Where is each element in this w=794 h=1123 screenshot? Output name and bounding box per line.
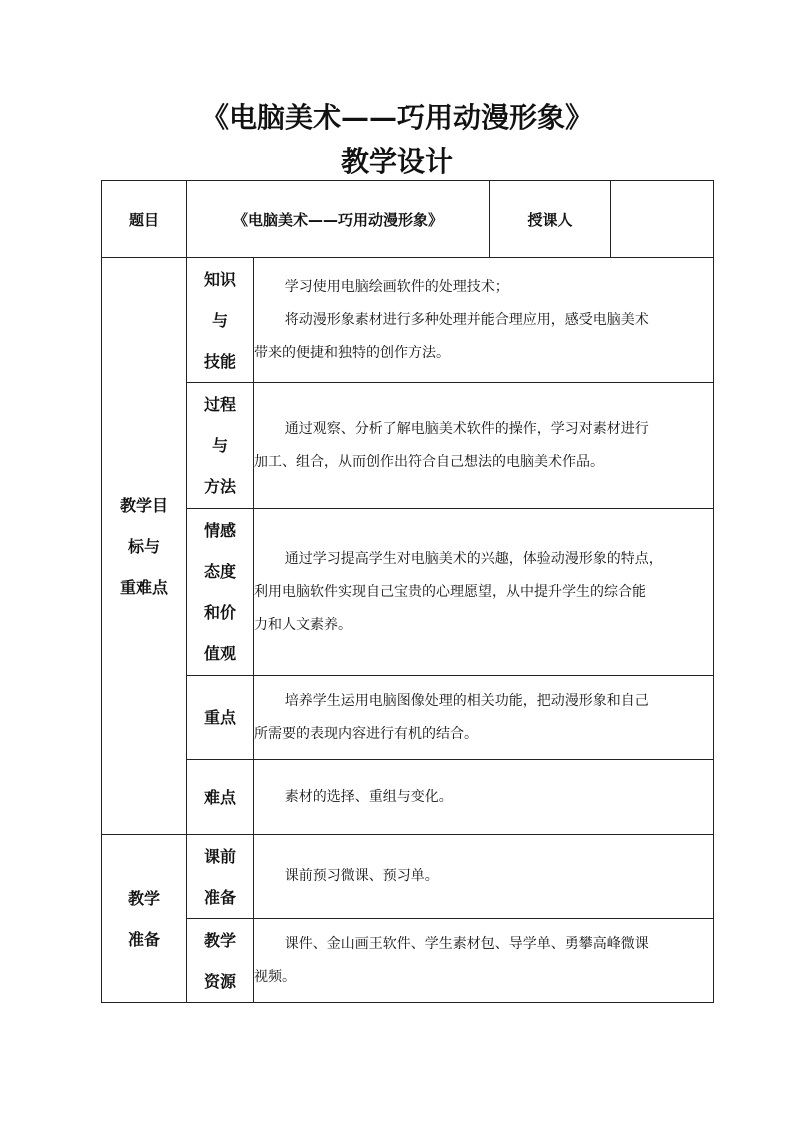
topic-value: 《电脑美术——巧用动漫形象》 (187, 181, 490, 258)
pre-class-label-line: 准备 (203, 887, 236, 907)
objective-row-knowledge (102, 258, 714, 383)
resources-content (254, 919, 714, 1003)
difficulty-label: 难点 (187, 760, 254, 835)
objectives-group-label (102, 258, 187, 835)
document-title: 《电脑美术——巧用动漫形象》 (200, 101, 593, 134)
pre-class-label (187, 835, 254, 919)
objectives-group-label-line: 教学目 (119, 495, 168, 515)
knowledge-label (187, 258, 254, 383)
difficulty-paragraph: 素材的选择、重组与变化。 (284, 788, 453, 805)
objectives-group-label-line: 重难点 (119, 577, 168, 597)
process-label-line: 方法 (203, 477, 236, 496)
attitude-label-line: 值观 (203, 644, 236, 663)
knowledge-label-line: 技能 (203, 351, 236, 371)
knowledge-content (254, 258, 714, 383)
attitude-paragraph: 利用电脑软件实现自己宝贵的心理愿望，从中提升学生的综合能 (254, 583, 646, 600)
teacher-label: 授课人 (490, 181, 611, 258)
knowledge-paragraph: 带来的便捷和独特的创作方法。 (254, 344, 450, 361)
knowledge-label-line: 与 (211, 310, 228, 330)
process-paragraph: 通过观察、分析了解电脑美术软件的操作，学习对素材进行 (284, 420, 649, 437)
resources-paragraph: 视频。 (254, 968, 296, 985)
objective-row-attitude (102, 509, 714, 676)
key-point-label: 重点 (187, 676, 254, 760)
objective-row-key-point (102, 676, 714, 760)
resources-label (187, 919, 254, 1003)
key-point-paragraph: 所需要的表现内容进行有机的结合。 (254, 725, 478, 742)
resources-label-line: 教学 (203, 930, 236, 950)
preparation-row-resources (102, 919, 714, 1003)
knowledge-paragraph: 学习使用电脑绘画软件的处理技术； (284, 278, 509, 295)
resources-label-line: 资源 (203, 971, 236, 991)
key-point-content (254, 676, 714, 760)
process-label-line: 过程 (203, 395, 236, 414)
lesson-plan-table (101, 180, 714, 1003)
attitude-content (254, 509, 714, 676)
topic-label: 题目 (102, 181, 187, 258)
attitude-paragraph: 通过学习提高学生对电脑美术的兴趣，体验动漫形象的特点， (284, 550, 663, 567)
objectives-group-label-line: 标与 (127, 536, 160, 556)
attitude-label (187, 509, 254, 676)
knowledge-label-line: 知识 (203, 269, 236, 289)
knowledge-paragraph: 将动漫形象素材进行多种处理并能合理应用，感受电脑美术 (284, 311, 649, 328)
teacher-value (611, 181, 714, 258)
process-label (187, 383, 254, 509)
preparation-group-label (102, 835, 187, 1003)
preparation-group-label-line: 教学 (127, 888, 160, 908)
preparation-row-pre-class (102, 835, 714, 919)
resources-paragraph: 课件、金山画王软件、学生素材包、导学单、勇攀高峰微课 (284, 935, 649, 952)
process-label-line: 与 (211, 436, 228, 455)
pre-class-label-line: 课前 (203, 846, 236, 866)
preparation-group-label-line: 准备 (127, 929, 160, 949)
objective-row-process (102, 383, 714, 509)
attitude-label-line: 态度 (203, 562, 236, 581)
document-subtitle: 教学设计 (340, 145, 453, 178)
attitude-label-line: 情感 (203, 521, 236, 540)
attitude-paragraph: 力和人文素养。 (254, 616, 352, 633)
objective-row-difficulty (102, 760, 714, 835)
pre-class-content (254, 835, 714, 919)
process-paragraph: 加工、组合，从而创作出符合自己想法的电脑美术作品。 (254, 453, 604, 470)
process-content (254, 383, 714, 509)
header-row (102, 181, 714, 258)
attitude-label-line: 和价 (203, 603, 236, 622)
difficulty-content (254, 760, 714, 835)
key-point-paragraph: 培养学生运用电脑图像处理的相关功能，把动漫形象和自己 (284, 692, 649, 709)
pre-class-paragraph: 课前预习微课、预习单。 (284, 868, 439, 884)
